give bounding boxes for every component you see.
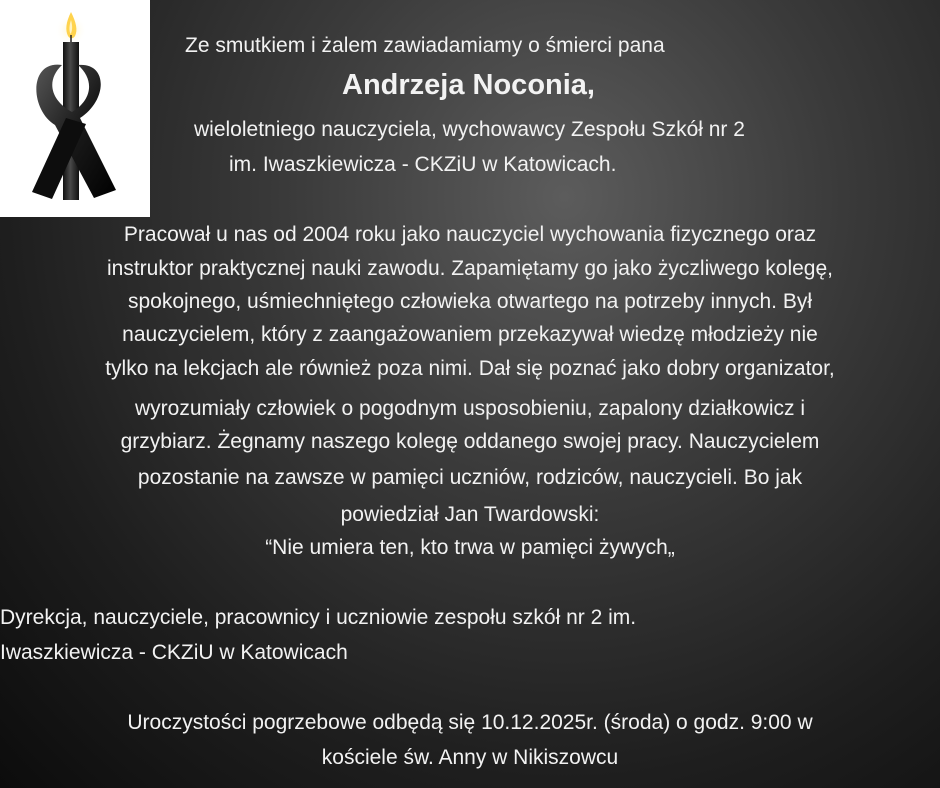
- signature-line-1: Dyrekcja, nauczyciele, pracownicy i uczniowie zespołu szkół nr 2 im.: [0, 606, 637, 629]
- header-role: wieloletniego nauczyciela, wychowawcy Zespołu Szkół nr 2: [194, 118, 745, 141]
- mourning-candle-image: [0, 0, 150, 217]
- body-line: pozostanie na zawsze w pamięci uczniów, rodziców, nauczycieli. Bo jak: [137, 466, 803, 489]
- body-line: Pracował u nas od 2004 roku jako nauczyciel wychowania fizycznego oraz: [123, 223, 817, 246]
- body-line: tylko na lekcjach ale również poza nimi. Dał się poznać jako dobry organizator,: [105, 357, 835, 380]
- funeral-info-line-2: kościele św. Anny w Nikiszowcu: [321, 746, 619, 769]
- funeral-info-line-1: Uroczystości pogrzebowe odbędą się 10.12.2025r. (środa) o godz. 9:00 w: [127, 711, 813, 734]
- signature-line-2: Iwaszkiewicza - CKZiU w Katowicach: [0, 641, 348, 664]
- deceased-name: Andrzeja Noconia,: [342, 69, 595, 101]
- body-line: grzybiarz. Żegnamy naszego kolegę oddanego swojej pracy. Nauczycielem: [120, 430, 820, 453]
- body-line: wyrozumiały człowiek o pogodnym usposobieniu, zapalony działkowicz i: [135, 397, 805, 420]
- header-intro: Ze smutkiem i żalem zawiadamiamy o śmierci pana: [185, 34, 665, 57]
- header-school: im. Iwaszkiewicza - CKZiU w Katowicach.: [229, 153, 617, 176]
- body-line: powiedział Jan Twardowski:: [340, 503, 600, 526]
- quote: “Nie umiera ten, kto trwa w pamięci żywych„: [265, 536, 675, 559]
- body-line: instruktor praktycznej nauki zawodu. Zapamiętamy go jako życzliwego kolegę,: [106, 257, 833, 280]
- body-line: spokojnego, uśmiechniętego człowieka otwartego na potrzeby innych. Był: [127, 290, 813, 313]
- body-line: nauczycielem, który z zaangażowaniem przekazywał wiedzę młodzieży nie: [122, 323, 818, 346]
- candle-with-mourning-ribbon-icon: [0, 0, 150, 217]
